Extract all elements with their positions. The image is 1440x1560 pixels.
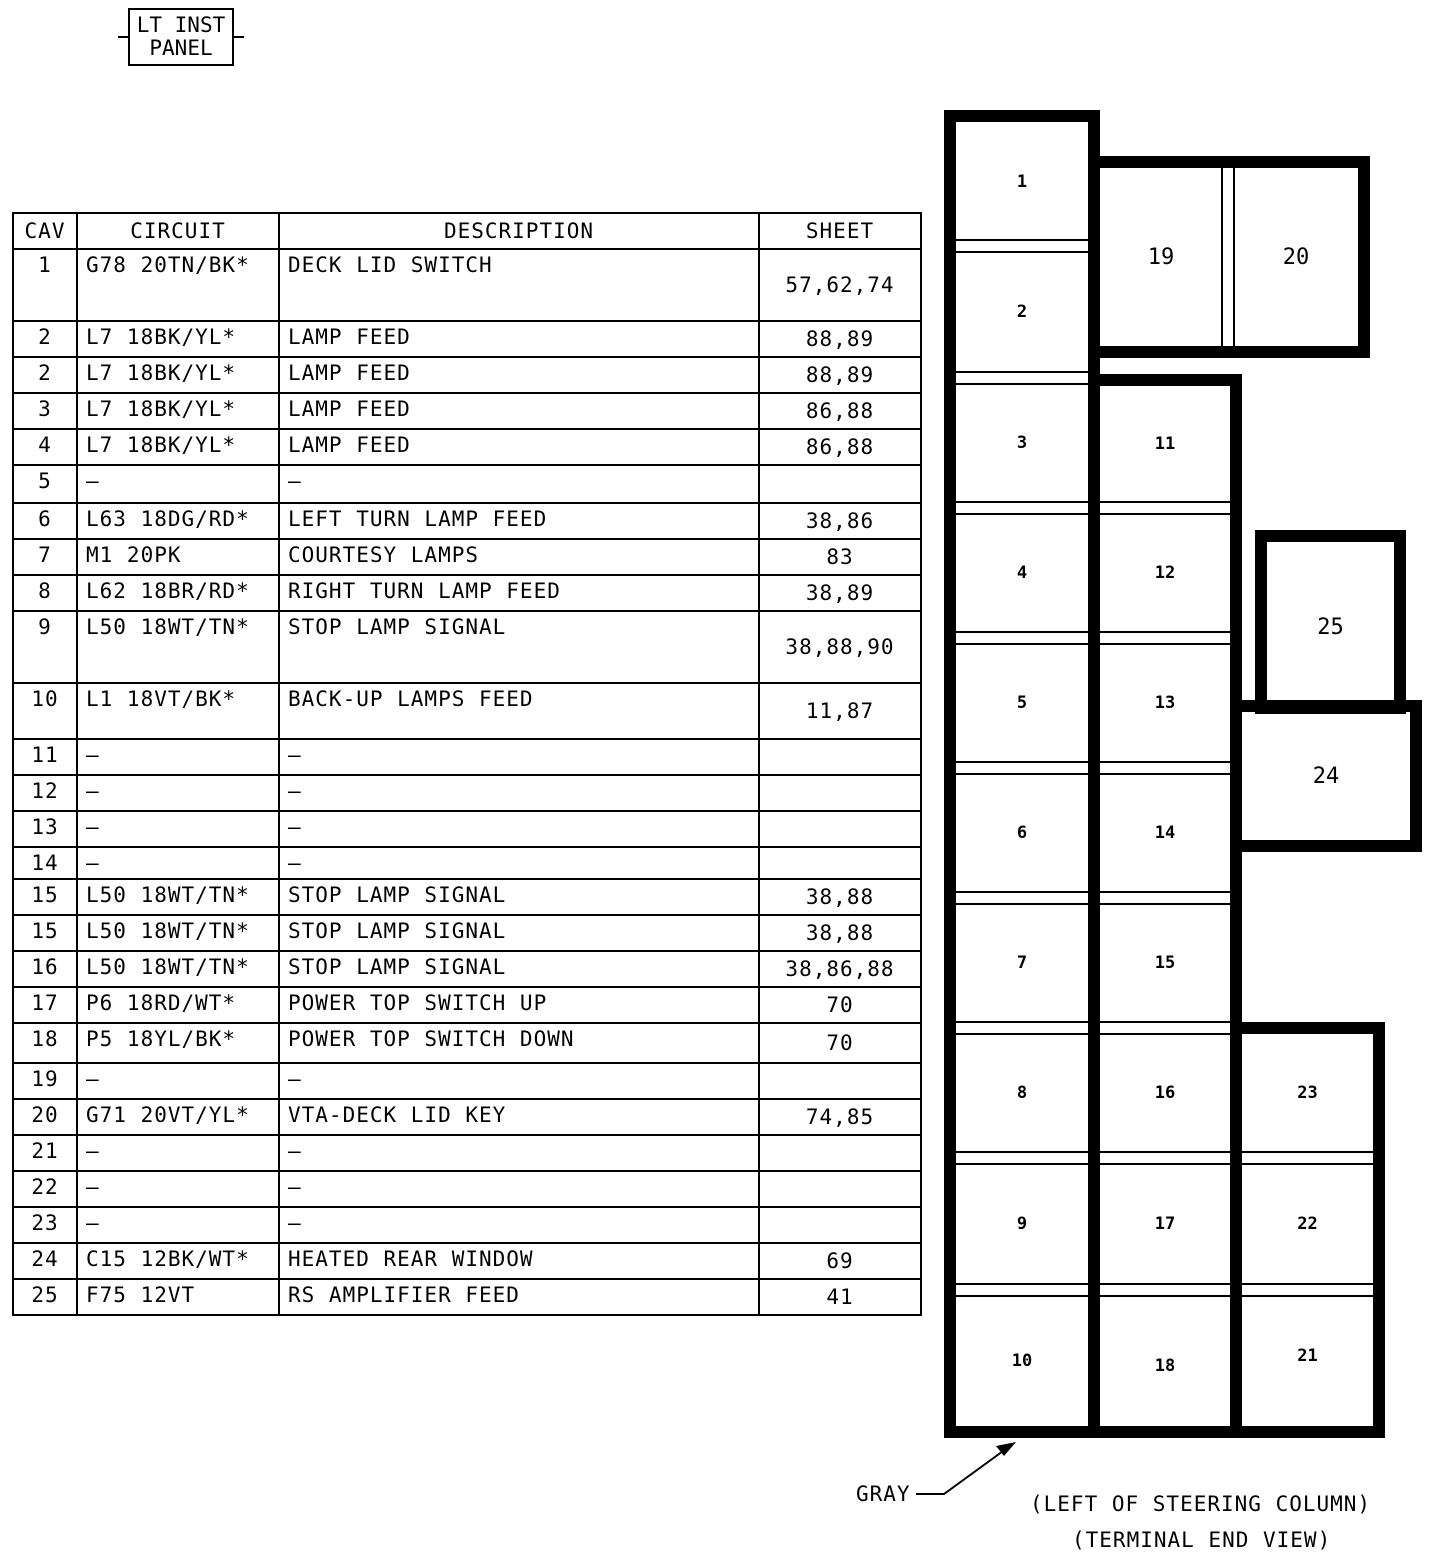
- cell-sheet: 41: [759, 1279, 921, 1315]
- cell-sheet: 38,88: [759, 879, 921, 915]
- cell-circuit: L50 18WT/TN*: [77, 951, 279, 987]
- cell-circuit: —: [77, 847, 279, 879]
- cell-circuit: L50 18WT/TN*: [77, 915, 279, 951]
- cell-circuit: M1 20PK: [77, 539, 279, 575]
- cell-description: VTA-DECK LID KEY: [279, 1099, 759, 1135]
- cell-description: COURTESY LAMPS: [279, 539, 759, 575]
- cell-sheet: 38,86: [759, 503, 921, 539]
- cell-cav: 6: [13, 503, 77, 539]
- cell-description: LAMP FEED: [279, 321, 759, 357]
- cell-circuit: G71 20VT/YL*: [77, 1099, 279, 1135]
- cell-circuit: F75 12VT: [77, 1279, 279, 1315]
- cell-sheet: 86,88: [759, 393, 921, 429]
- cell-circuit: —: [77, 1171, 279, 1207]
- cell-description: LAMP FEED: [279, 393, 759, 429]
- gray-color-label: GRAY: [856, 1482, 911, 1506]
- cavity-4: 4: [1016, 563, 1028, 583]
- cell-sheet: 38,86,88: [759, 951, 921, 987]
- cell-description: —: [279, 739, 759, 775]
- cell-cav: 22: [13, 1171, 77, 1207]
- header-cav: CAV: [13, 213, 77, 249]
- caption-location: (LEFT OF STEERING COLUMN): [1030, 1492, 1372, 1516]
- cell-cav: 1: [13, 249, 77, 321]
- cavity-20: 20: [1282, 244, 1310, 270]
- cell-sheet: 74,85: [759, 1099, 921, 1135]
- cell-cav: 10: [13, 683, 77, 739]
- cavity-11: 11: [1154, 434, 1176, 454]
- cavity-7: 7: [1016, 953, 1028, 973]
- cell-circuit: —: [77, 1135, 279, 1171]
- cell-circuit: L63 18DG/RD*: [77, 503, 279, 539]
- cell-sheet: 38,88: [759, 915, 921, 951]
- cell-cav: 19: [13, 1063, 77, 1099]
- cavity-1: 1: [1016, 172, 1028, 192]
- cavity-23: 23: [1297, 1083, 1318, 1103]
- cell-sheet: 57,62,74: [759, 249, 921, 321]
- cavity-12: 12: [1154, 563, 1176, 583]
- cavity-16: 16: [1154, 1083, 1176, 1103]
- cavity-24: 24: [1312, 763, 1340, 789]
- cavity-22: 22: [1297, 1214, 1318, 1234]
- cavity-10: 10: [1011, 1351, 1033, 1371]
- cell-description: —: [279, 1135, 759, 1171]
- cell-sheet: 88,89: [759, 357, 921, 393]
- cell-cav: 14: [13, 847, 77, 879]
- cell-description: HEATED REAR WINDOW: [279, 1243, 759, 1279]
- cavity-5: 5: [1016, 693, 1028, 713]
- cell-cav: 13: [13, 811, 77, 847]
- cell-description: LEFT TURN LAMP FEED: [279, 503, 759, 539]
- cell-description: LAMP FEED: [279, 357, 759, 393]
- cavity-25: 25: [1317, 614, 1344, 640]
- cell-description: DECK LID SWITCH: [279, 249, 759, 321]
- cell-description: POWER TOP SWITCH DOWN: [279, 1023, 759, 1063]
- cell-cav: 17: [13, 987, 77, 1023]
- cell-circuit: —: [77, 1063, 279, 1099]
- cell-circuit: —: [77, 465, 279, 503]
- cell-description: —: [279, 1171, 759, 1207]
- connector-label-line1: LT INST: [136, 13, 226, 37]
- cavity-2: 2: [1016, 302, 1028, 322]
- cell-sheet: 70: [759, 987, 921, 1023]
- cavity-13: 13: [1154, 693, 1176, 713]
- cell-sheet: 11,87: [759, 683, 921, 739]
- cavity-8: 8: [1016, 1083, 1028, 1103]
- cell-circuit: C15 12BK/WT*: [77, 1243, 279, 1279]
- cell-description: —: [279, 775, 759, 811]
- cell-circuit: L62 18BR/RD*: [77, 575, 279, 611]
- cell-description: BACK-UP LAMPS FEED: [279, 683, 759, 739]
- cell-circuit: —: [77, 775, 279, 811]
- cell-cav: 20: [13, 1099, 77, 1135]
- cell-cav: 4: [13, 429, 77, 465]
- caption-view: (TERMINAL END VIEW): [1072, 1528, 1332, 1552]
- cell-circuit: P5 18YL/BK*: [77, 1023, 279, 1063]
- cavity-6: 6: [1016, 823, 1028, 843]
- cavity-21: 21: [1297, 1346, 1318, 1366]
- cell-circuit: —: [77, 1207, 279, 1243]
- cell-cav: 24: [13, 1243, 77, 1279]
- cell-cav: 25: [13, 1279, 77, 1315]
- cell-cav: 16: [13, 951, 77, 987]
- cell-sheet: 83: [759, 539, 921, 575]
- cell-circuit: L7 18BK/YL*: [77, 321, 279, 357]
- cell-circuit: L7 18BK/YL*: [77, 357, 279, 393]
- cell-cav: 9: [13, 611, 77, 683]
- cell-description: LAMP FEED: [279, 429, 759, 465]
- header-description: DESCRIPTION: [279, 213, 759, 249]
- cavity-3: 3: [1016, 433, 1028, 453]
- connector-label-line2: PANEL: [149, 36, 213, 60]
- cell-cav: 18: [13, 1023, 77, 1063]
- cavity-17: 17: [1154, 1214, 1176, 1234]
- cell-description: —: [279, 1207, 759, 1243]
- cell-description: —: [279, 847, 759, 879]
- cell-description: —: [279, 1063, 759, 1099]
- cell-sheet: 38,88,90: [759, 611, 921, 683]
- cell-sheet: 38,89: [759, 575, 921, 611]
- cavity-14: 14: [1154, 823, 1176, 843]
- cell-cav: 23: [13, 1207, 77, 1243]
- cell-circuit: L50 18WT/TN*: [77, 611, 279, 683]
- cavity-18: 18: [1154, 1356, 1176, 1376]
- cell-sheet: 69: [759, 1243, 921, 1279]
- cavity-19: 19: [1147, 244, 1175, 270]
- cell-description: STOP LAMP SIGNAL: [279, 611, 759, 683]
- cell-sheet: 88,89: [759, 321, 921, 357]
- cell-description: —: [279, 811, 759, 847]
- cell-circuit: L1 18VT/BK*: [77, 683, 279, 739]
- cell-description: STOP LAMP SIGNAL: [279, 879, 759, 915]
- cavity-9: 9: [1016, 1214, 1028, 1234]
- cell-cav: 7: [13, 539, 77, 575]
- cell-cav: 11: [13, 739, 77, 775]
- cell-sheet: 70: [759, 1023, 921, 1063]
- header-circuit: CIRCUIT: [77, 213, 279, 249]
- cell-cav: 5: [13, 465, 77, 503]
- cell-circuit: —: [77, 811, 279, 847]
- cell-description: —: [279, 465, 759, 503]
- cell-sheet: 86,88: [759, 429, 921, 465]
- cell-cav: 3: [13, 393, 77, 429]
- cavity-15: 15: [1154, 953, 1176, 973]
- cell-description: RIGHT TURN LAMP FEED: [279, 575, 759, 611]
- cell-circuit: P6 18RD/WT*: [77, 987, 279, 1023]
- header-sheet: SHEET: [759, 213, 921, 249]
- cell-cav: 2: [13, 357, 77, 393]
- cell-cav: 15: [13, 915, 77, 951]
- cell-cav: 12: [13, 775, 77, 811]
- cell-description: STOP LAMP SIGNAL: [279, 915, 759, 951]
- cell-cav: 15: [13, 879, 77, 915]
- cell-cav: 2: [13, 321, 77, 357]
- cell-description: RS AMPLIFIER FEED: [279, 1279, 759, 1315]
- cell-description: POWER TOP SWITCH UP: [279, 987, 759, 1023]
- cell-cav: 21: [13, 1135, 77, 1171]
- cell-circuit: L7 18BK/YL*: [77, 393, 279, 429]
- cell-cav: 8: [13, 575, 77, 611]
- cell-description: STOP LAMP SIGNAL: [279, 951, 759, 987]
- cell-circuit: —: [77, 739, 279, 775]
- gray-leader-line: [916, 1446, 1010, 1494]
- cell-circuit: L7 18BK/YL*: [77, 429, 279, 465]
- cell-circuit: L50 18WT/TN*: [77, 879, 279, 915]
- cell-circuit: G78 20TN/BK*: [77, 249, 279, 321]
